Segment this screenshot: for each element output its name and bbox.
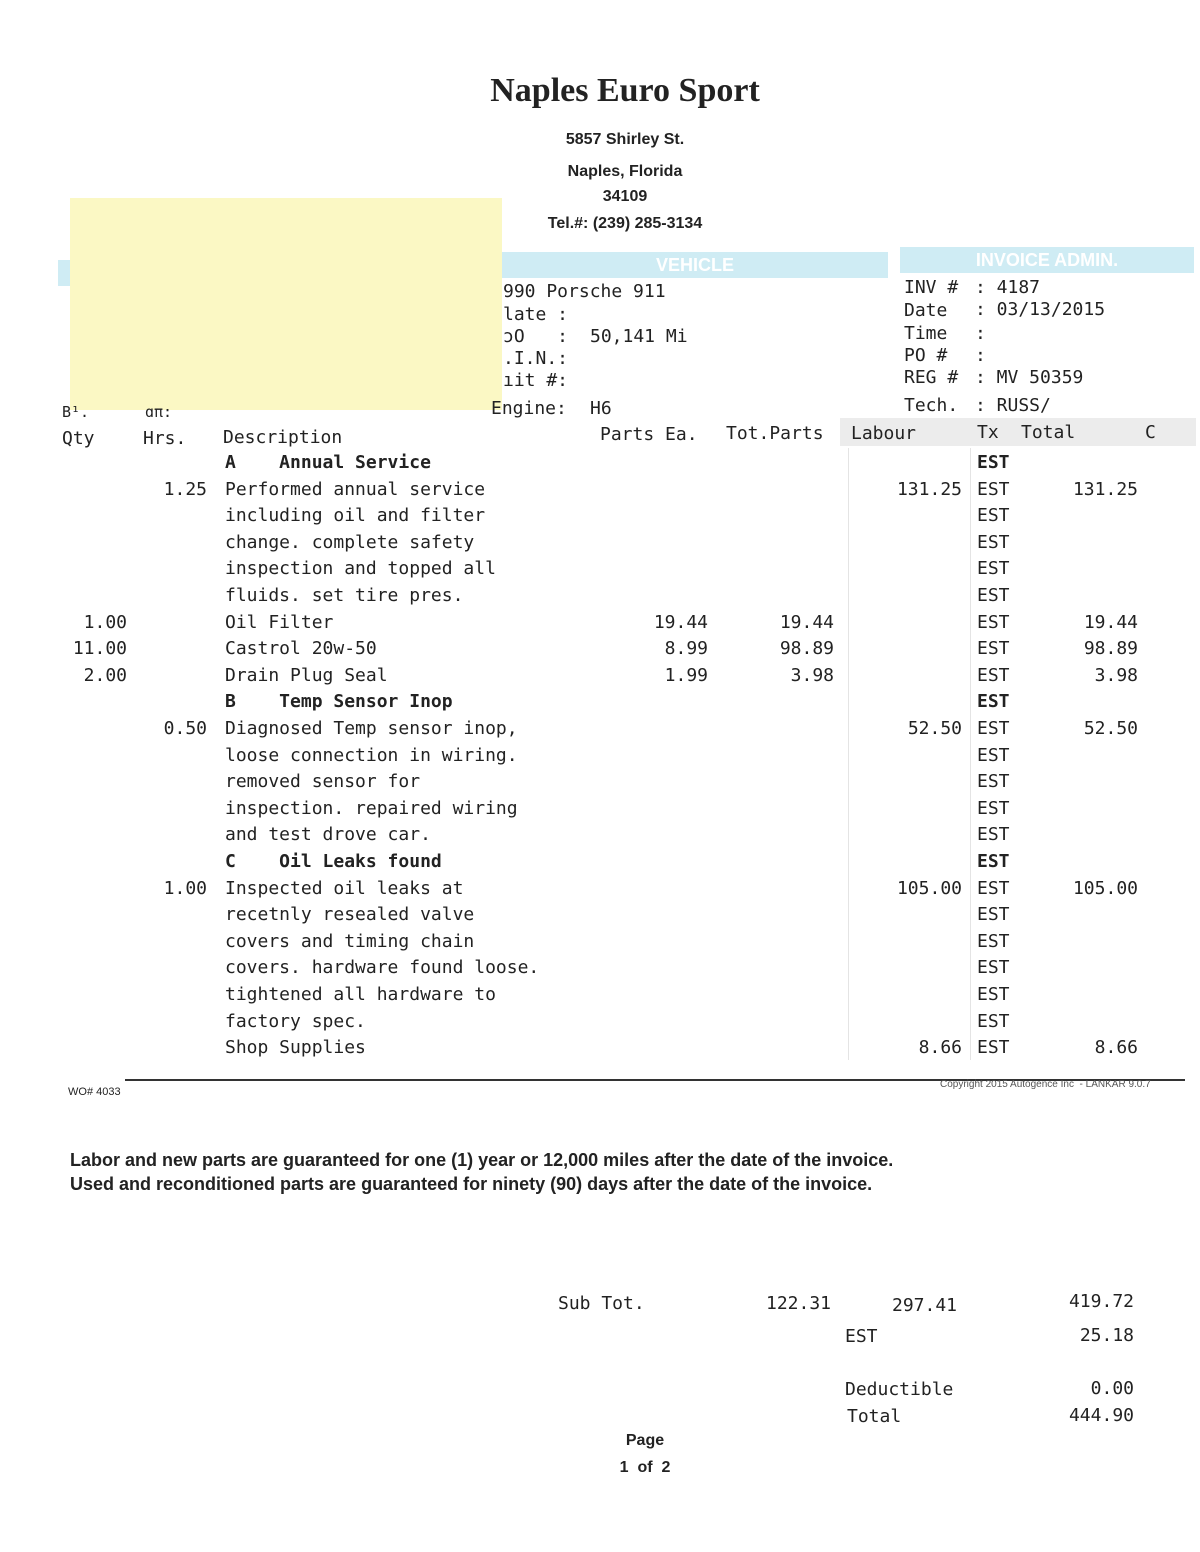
invoice-tech-value: : RUSS/ (975, 395, 1051, 416)
line-item-row (0, 558, 1200, 585)
tax-code-cell: EST (977, 1037, 1010, 1059)
line-item-row (0, 824, 1200, 851)
description-cell: Castrol 20w-50 (225, 638, 377, 660)
invoice-time-value: : (975, 323, 986, 344)
labour-cell: 105.00 (896, 877, 962, 899)
guarantee-line-1: Labor and new parts are guaranteed for one (1) year or 12,000 miles after the date of the invoice. (70, 1150, 894, 1170)
description-cell: change. complete safety (225, 531, 475, 553)
description-cell: and test drove car. (225, 824, 431, 846)
hours-cell: 1.25 (163, 478, 207, 500)
description-cell: C Oil Leaks found (225, 851, 442, 872)
invoice-reg-label: REG # (904, 367, 959, 388)
tax-code-cell: EST (977, 744, 1010, 766)
line-item-row (0, 479, 1200, 506)
shop-phone: Tel.#: (239) 285-3134 (547, 215, 703, 232)
line-total-cell: 98.89 (1083, 638, 1138, 660)
line-item-row (0, 957, 1200, 984)
total-parts-cell: 98.89 (779, 638, 834, 660)
tax-code-cell: EST (977, 558, 1010, 580)
parts-each-cell: 19.44 (653, 611, 708, 633)
tax-code-cell: EST (977, 452, 1010, 473)
vehicle-section-label: VEHICLE (655, 255, 734, 275)
subtotal-total: 419.72 (1068, 1291, 1134, 1312)
description-cell: Diagnosed Temp sensor inop, (225, 718, 518, 739)
tax-code-cell: EST (977, 691, 1010, 713)
bill-to-partial-label: B¹. (62, 403, 90, 421)
tax-code-cell: EST (977, 797, 1010, 819)
phone-partial-label: ɑπ: (145, 403, 173, 421)
tax-code-cell: EST (977, 1010, 1010, 1032)
vehicle-unit-label: ıit #: (503, 370, 569, 391)
tax-code-cell: EST (977, 611, 1010, 633)
col-labour-header: Labour (851, 423, 917, 444)
page-label: Page (625, 1432, 665, 1449)
invoice-number-value: : 4187 (975, 277, 1041, 298)
qty-cell: 11.00 (72, 638, 127, 660)
section-header-row (0, 851, 1200, 878)
tax-code-cell: EST (977, 505, 1010, 527)
labour-cell: 8.66 (918, 1037, 962, 1059)
tax-code-cell: EST (977, 771, 1010, 793)
invoice-number-label: INV # (904, 277, 959, 298)
tax-code-cell: EST (977, 984, 1010, 1005)
line-total-cell: 3.98 (1094, 664, 1138, 686)
line-total-cell: 8.66 (1094, 1037, 1138, 1059)
description-cell: inspection and topped all (225, 558, 496, 580)
total-parts-cell: 3.98 (790, 664, 834, 686)
line-total-cell: 105.00 (1072, 877, 1138, 899)
col-hrs-header: Hrs. (143, 428, 187, 449)
subtotal-label: Sub Tot. (558, 1293, 645, 1314)
line-item-row (0, 878, 1200, 905)
col-total-header: Total (1021, 422, 1076, 443)
total-parts-cell: 19.44 (779, 611, 834, 633)
tax-code-cell: EST (977, 824, 1010, 846)
description-cell: factory spec. (225, 1010, 366, 1032)
line-item-row (0, 798, 1200, 825)
vehicle-odometer-value: 50,141 Mi (590, 326, 688, 347)
invoice-time-label: Time (904, 323, 948, 344)
tax-code-cell: EST (977, 664, 1010, 686)
line-item-row (0, 505, 1200, 532)
line-item-row (0, 984, 1200, 1011)
shop-street: 5857 Shirley St. (565, 131, 685, 148)
line-total-cell: 52.50 (1083, 718, 1138, 739)
invoice-tech-label: Tech. (904, 395, 959, 416)
labour-cell: 131.25 (896, 478, 962, 500)
col-total-parts-header: Tot.Parts (726, 423, 824, 444)
shop-city: Naples, Florida (567, 163, 683, 180)
vehicle-model: 990 Porsche 911 (503, 281, 666, 302)
shop-zip: 34109 (602, 188, 648, 205)
description-cell: removed sensor for (225, 771, 421, 793)
section-header-row (0, 691, 1200, 718)
line-item-row (0, 665, 1200, 692)
vehicle-vin-label: .I.N.: (503, 348, 569, 369)
invoice-reg-value: : MV 50359 (975, 367, 1084, 388)
tax-code-cell: EST (977, 877, 1010, 899)
line-item-row (0, 612, 1200, 639)
description-cell: recetnly resealed valve (225, 904, 475, 926)
tax-code-cell: EST (977, 904, 1010, 926)
col-parts-each-header: Parts Ea. (600, 424, 698, 445)
description-cell: including oil and filter (225, 505, 486, 527)
description-cell: Performed annual service (225, 478, 486, 500)
description-cell: loose connection in wiring. (225, 744, 518, 766)
grand-total-value: 444.90 (1068, 1405, 1134, 1426)
work-order-number: WO# 4033 (68, 1086, 121, 1098)
tax-code-cell: EST (977, 638, 1010, 660)
col-qty-header: Qty (62, 428, 95, 449)
line-item-row (0, 745, 1200, 772)
line-item-row (0, 585, 1200, 612)
line-item-row (0, 1011, 1200, 1038)
invoice-po-value: : (975, 345, 986, 366)
shop-name: Naples Euro Sport (490, 72, 760, 109)
description-cell: A Annual Service (225, 452, 431, 473)
tax-code-cell: EST (977, 930, 1010, 952)
hours-cell: 0.50 (163, 718, 207, 739)
tax-code-cell: EST (977, 585, 1010, 606)
description-cell: covers and timing chain (225, 930, 475, 952)
line-item-row (0, 638, 1200, 665)
line-item-row (0, 904, 1200, 931)
vehicle-engine-value: H6 (590, 398, 612, 419)
description-cell: fluids. set tire pres. (225, 585, 464, 606)
col-description-header: Description (223, 427, 343, 448)
line-item-row (0, 771, 1200, 798)
copyright-notice: Copyright 2015 Autogence Inc - LANKAR 9.0.7 (940, 1079, 1151, 1090)
tax-label: EST (845, 1326, 878, 1347)
deductible-label: Deductible (845, 1379, 954, 1400)
description-cell: Oil Filter (225, 611, 334, 633)
tax-code-cell: EST (977, 957, 1010, 979)
description-cell: Shop Supplies (225, 1037, 366, 1059)
subtotal-labour: 297.41 (892, 1295, 958, 1316)
subtotal-parts: 122.31 (766, 1293, 832, 1314)
line-total-cell: 131.25 (1072, 478, 1138, 500)
tax-code-cell: EST (977, 478, 1010, 500)
col-tax-header: Tx (977, 422, 999, 443)
line-item-row (0, 1037, 1200, 1064)
invoice-date-label: Date (904, 300, 948, 321)
hours-cell: 1.00 (163, 877, 207, 899)
qty-cell: 1.00 (83, 611, 127, 633)
redaction-sticky-note (70, 198, 502, 410)
parts-each-cell: 1.99 (664, 664, 708, 686)
line-item-row (0, 532, 1200, 559)
invoice-admin-section-label: INVOICE ADMIN. (975, 250, 1119, 270)
description-cell: Drain Plug Seal (225, 664, 388, 686)
line-item-row (0, 718, 1200, 745)
description-cell: B Temp Sensor Inop (225, 691, 453, 713)
description-cell: tightened all hardware to (225, 984, 496, 1005)
description-cell: covers. hardware found loose. (225, 957, 540, 979)
page-number: 1 of 2 (619, 1459, 671, 1476)
tax-value: 25.18 (1079, 1325, 1134, 1346)
description-cell: inspection. repaired wiring (225, 797, 518, 819)
guarantee-line-2: Used and reconditioned parts are guaranteed for ninety (90) days after the date of the invoice. (70, 1174, 873, 1194)
qty-cell: 2.00 (83, 664, 127, 686)
section-header-row (0, 452, 1200, 479)
invoice-po-label: PO # (904, 345, 948, 366)
deductible-value: 0.00 (1090, 1378, 1134, 1399)
invoice-date-value: : 03/13/2015 (975, 299, 1106, 320)
line-item-row (0, 931, 1200, 958)
vehicle-engine-label: Engine: (491, 398, 567, 419)
description-cell: Inspected oil leaks at (225, 877, 464, 899)
vehicle-odometer-label: ɔO : (503, 326, 569, 347)
line-total-cell: 19.44 (1083, 611, 1138, 633)
col-c-header: C (1145, 422, 1156, 443)
vehicle-plate-label: late : (503, 304, 569, 325)
tax-code-cell: EST (977, 531, 1010, 553)
parts-each-cell: 8.99 (664, 638, 708, 660)
grand-total-label: Total (847, 1406, 902, 1427)
labour-cell: 52.50 (907, 718, 962, 739)
tax-code-cell: EST (977, 851, 1010, 872)
tax-code-cell: EST (977, 718, 1010, 739)
